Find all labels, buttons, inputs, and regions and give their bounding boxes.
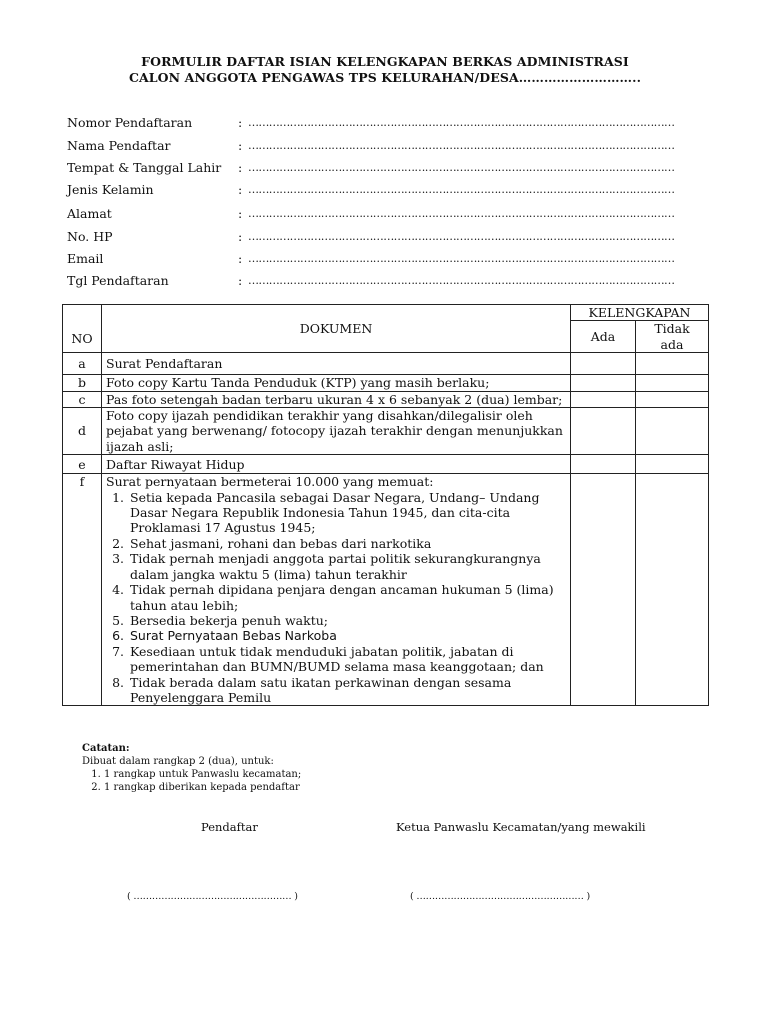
list-item: 4. Tidak pernah dipidana penjara dengan ancaman hukuman 5 (lima) tahun atau lebih; <box>128 582 566 613</box>
field-colon: : <box>238 115 243 130</box>
document-name: Foto copy ijazah pendidikan terakhir yang disahkan/dilegalisir oleh pejabat yang berwenang/ fotocopy ijazah terakhir dengan menunjukkan ijazah asli; <box>102 408 571 455</box>
field-no-hp <box>67 228 687 246</box>
field-alamat <box>67 205 687 223</box>
list-item: 1. 1 rangkap untuk Panwaslu kecamatan; <box>104 768 301 781</box>
notes-heading: Catatan: <box>82 743 130 754</box>
document-name: Surat Pendaftaran <box>102 353 571 375</box>
field-label: Tgl Pendaftaran <box>67 273 169 288</box>
list-item: 3. Tidak pernah menjadi anggota partai politik sekurangkurangnya dalam jangka waktu 5 (lima) tahun terakhir <box>128 551 566 582</box>
checkbox-tidak-ada[interactable] <box>636 375 709 391</box>
field-label: No. HP <box>67 229 113 244</box>
field-label: Nama Pendaftar <box>67 138 171 153</box>
form-title-line-1: FORMULIR DAFTAR ISIAN KELENGKAPAN BERKAS ADMINISTRASI <box>141 54 629 69</box>
checkbox-ada[interactable] <box>571 353 636 375</box>
field-colon: : <box>238 229 243 244</box>
row-number: e <box>63 455 102 474</box>
document-name: Daftar Riwayat Hidup <box>102 455 571 474</box>
row-number: f <box>63 474 102 706</box>
checkbox-tidak-ada[interactable] <box>636 353 709 375</box>
field-label: Nomor Pendaftaran <box>67 115 193 130</box>
checkbox-tidak-ada[interactable] <box>636 391 709 407</box>
field-colon: : <box>238 138 243 153</box>
header-dokumen: DOKUMEN <box>102 305 571 353</box>
statement-list <box>106 490 566 706</box>
field-email <box>67 250 687 268</box>
signature-label-ketua: Ketua Panwaslu Kecamatan/yang mewakili <box>396 820 646 834</box>
notes-intro: Dibuat dalam rangkap 2 (dua), untuk: <box>82 756 274 767</box>
document-name <box>102 474 571 706</box>
list-item: 1. Setia kepada Pancasila sebagai Dasar Negara, Undang– Undang Dasar Negara Republik Indonesia Tahun 1945, dan cita-cita Proklamasi 17 Agustus 1945; <box>128 490 566 536</box>
header-kelengkapan: KELENGKAPAN <box>571 305 709 321</box>
table-row <box>63 375 709 391</box>
table-row <box>63 391 709 407</box>
field-jenis-kelamin <box>67 181 687 199</box>
field-blank-line[interactable]: …………………………………………………………………………………………………………… <box>248 116 675 129</box>
field-blank-line[interactable]: …………………………………………………………………………………………………………… <box>248 252 675 265</box>
checkbox-tidak-ada[interactable] <box>636 408 709 455</box>
statement-intro: Surat pernyataan bermeterai 10.000 yang memuat: <box>106 474 434 490</box>
field-blank-line[interactable]: …………………………………………………………………………………………………………… <box>248 274 675 287</box>
list-item: 6. Surat Pernyataan Bebas Narkoba <box>128 628 566 643</box>
field-label: Jenis Kelamin <box>67 182 154 197</box>
checkbox-ada[interactable] <box>571 391 636 407</box>
checkbox-ada[interactable] <box>571 455 636 474</box>
document-checklist-table <box>62 304 709 706</box>
header-ada: Ada <box>571 321 636 353</box>
field-label: Email <box>67 251 104 266</box>
header-tidak-ada: Tidak ada <box>636 321 709 353</box>
form-title-line-2: CALON ANGGOTA PENGAWAS TPS KELURAHAN/DESA……………………….. <box>128 70 642 85</box>
field-colon: : <box>238 251 243 266</box>
field-nama-pendaftar <box>67 137 687 155</box>
field-blank-line[interactable]: …………………………………………………………………………………………………………… <box>248 139 675 152</box>
table-row <box>63 408 709 455</box>
table-row <box>63 353 709 375</box>
field-colon: : <box>238 206 243 221</box>
list-item: 7. Kesediaan untuk tidak menduduki jabatan politik, jabatan di pemerintahan dan BUMN/BUMD selama masa keanggotaan; dan <box>128 644 566 675</box>
checkbox-tidak-ada[interactable] <box>636 474 709 706</box>
header-no: NO <box>63 305 102 353</box>
field-tempat-tanggal-lahir <box>67 159 687 177</box>
field-blank-line[interactable]: …………………………………………………………………………………………………………… <box>248 161 675 174</box>
document-name: Foto copy Kartu Tanda Penduduk (KTP) yang masih berlaku; <box>102 375 571 391</box>
checkbox-ada[interactable] <box>571 474 636 706</box>
signature-line-pendaftar[interactable]: ( …………………………………………… ) <box>127 891 298 902</box>
field-label: Alamat <box>67 206 112 221</box>
row-number: c <box>63 391 102 407</box>
table-row <box>63 455 709 474</box>
checkbox-ada[interactable] <box>571 408 636 455</box>
field-colon: : <box>238 273 243 288</box>
notes-section <box>82 742 301 794</box>
row-number: b <box>63 375 102 391</box>
field-blank-line[interactable]: …………………………………………………………………………………………………………… <box>248 207 675 220</box>
field-blank-line[interactable]: …………………………………………………………………………………………………………… <box>248 230 675 243</box>
table-row <box>63 474 709 706</box>
list-item: 2. Sehat jasmani, rohani dan bebas dari narkotika <box>128 536 566 551</box>
list-item: 5. Bersedia bekerja penuh waktu; <box>128 613 566 628</box>
checkbox-ada[interactable] <box>571 375 636 391</box>
field-label: Tempat & Tanggal Lahir <box>67 160 222 175</box>
notes-list <box>82 768 301 794</box>
field-blank-line[interactable]: …………………………………………………………………………………………………………… <box>248 183 675 196</box>
document-name: Pas foto setengah badan terbaru ukuran 4 x 6 sebanyak 2 (dua) lembar; <box>102 391 571 407</box>
row-number: d <box>63 408 102 455</box>
row-number: a <box>63 353 102 375</box>
list-item: 8. Tidak berada dalam satu ikatan perkawinan dengan sesama Penyelenggara Pemilu <box>128 675 566 706</box>
list-item: 2. 1 rangkap diberikan kepada pendaftar <box>104 781 301 794</box>
field-colon: : <box>238 182 243 197</box>
checkbox-tidak-ada[interactable] <box>636 455 709 474</box>
field-tgl-pendaftaran <box>67 272 687 290</box>
signature-label-pendaftar: Pendaftar <box>201 820 258 834</box>
field-colon: : <box>238 160 243 175</box>
field-nomor-pendaftaran <box>67 114 687 132</box>
signature-line-ketua[interactable]: ( ……………………………………………… ) <box>410 891 591 902</box>
